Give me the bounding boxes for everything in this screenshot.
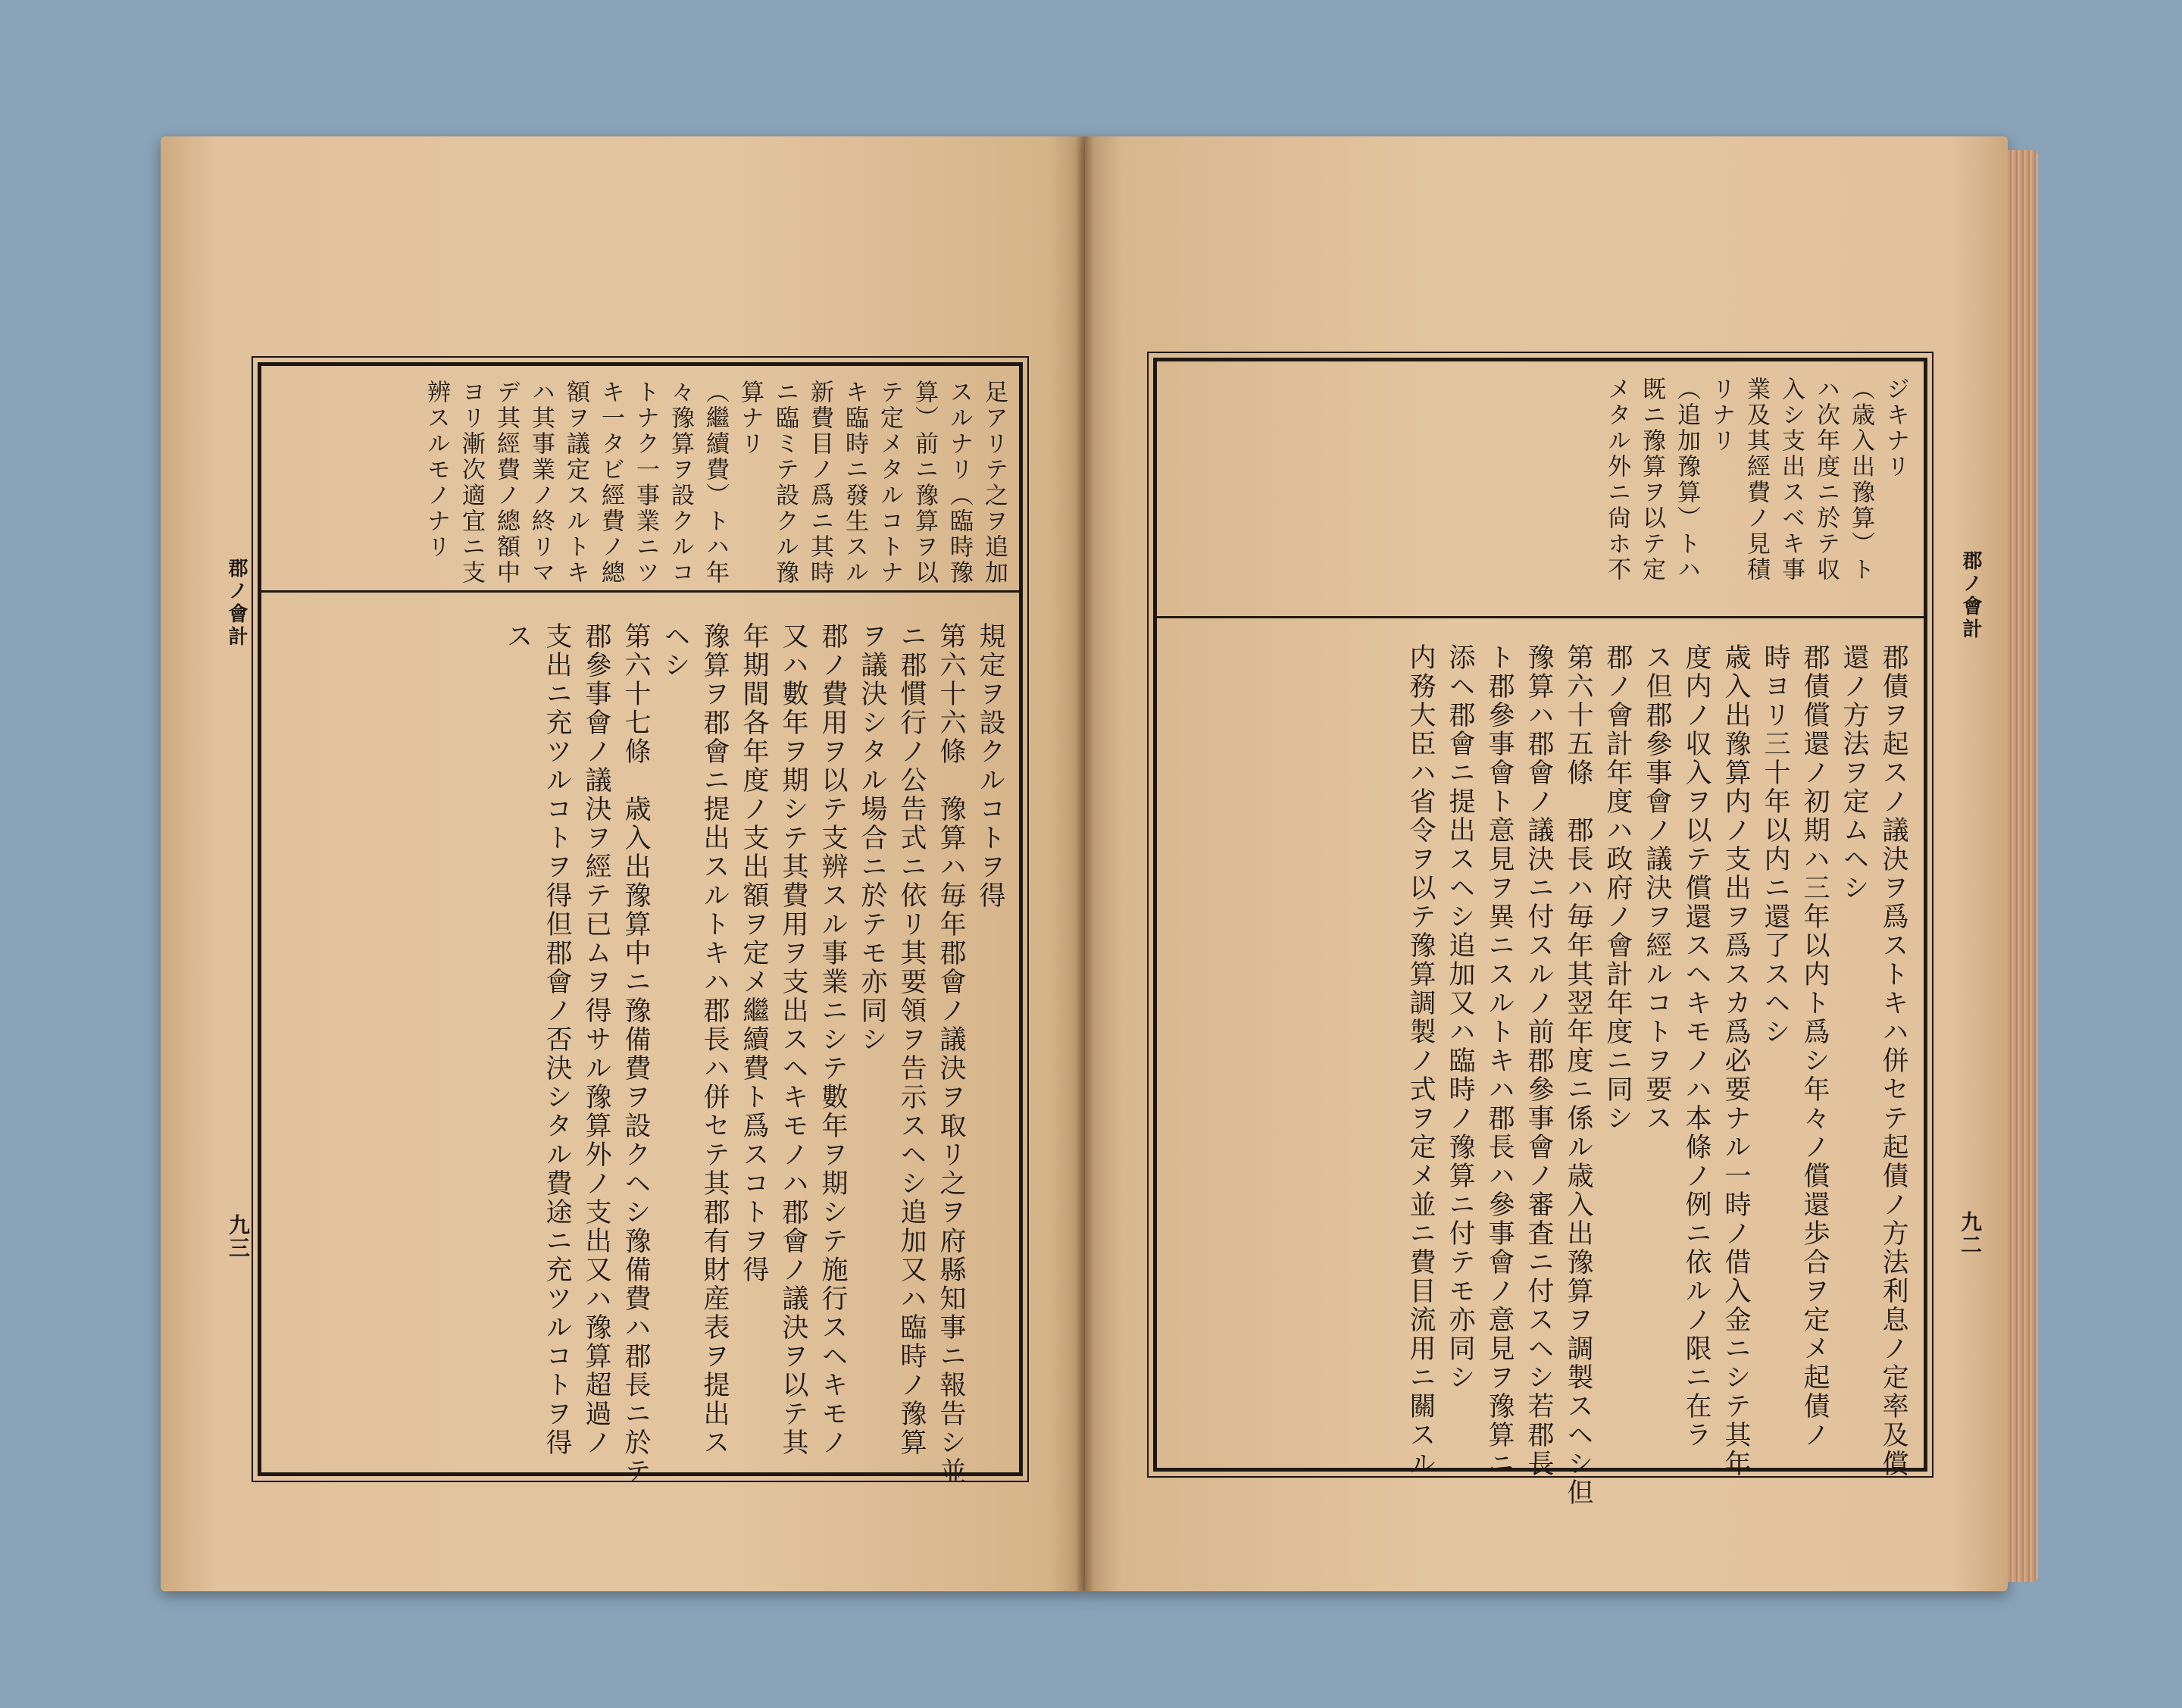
statute-text-block [498, 622, 1010, 1486]
text-column: トナク一事業ニツ [632, 380, 659, 586]
text-column: 第六十五條 郡長ハ毎年其翌年度ニ係ル歳入出豫算ヲ調製スヘシ但 [1563, 643, 1593, 1507]
text-column: スルナリ（臨時豫 [946, 380, 973, 586]
text-column: （歳入出豫算）ト [1847, 377, 1874, 583]
text-column: 豫算ハ郡會ノ議決ニ付スルノ前郡參事會ノ審査ニ付スヘシ若郡長 [1524, 643, 1554, 1478]
text-column: ス但郡參事會ノ議決ヲ經ルコトヲ要ス [1642, 643, 1672, 1133]
right-page [1085, 136, 2008, 1591]
text-column: 既ニ豫算ヲ以テ定 [1638, 377, 1665, 583]
text-column: 第六十七條 歳入出豫算中ニ豫備費ヲ設クヘシ豫備費ハ郡長ニ於テ [621, 622, 651, 1486]
commentary-block [1599, 377, 1913, 604]
text-column: 歳入出豫算内ノ支出ヲ爲スカ爲必要ナル一時ノ借入金ニシテ其年 [1721, 643, 1751, 1478]
text-column: 業及其經費ノ見積 [1743, 377, 1770, 583]
text-column: 郡債償還ノ初期ハ三年以内ト爲シ年々ノ償還歩合ヲ定メ起債ノ [1799, 643, 1830, 1450]
text-column: テ定メタルコトナ [876, 380, 903, 586]
frame-divider [261, 590, 1019, 593]
text-column: 内務大臣ハ省令ヲ以テ豫算調製ノ式ヲ定メ並ニ費目流用ニ關スル [1405, 643, 1436, 1478]
text-column: ハ次年度ニ於テ収 [1812, 377, 1840, 583]
open-book [152, 136, 2038, 1599]
text-column: ス [502, 622, 533, 651]
text-column: ニ郡慣行ノ公告式ニ依リ其要領ヲ告示スヘシ追加又ハ臨時ノ豫算 [896, 622, 927, 1457]
text-column: ニ臨ミテ設クル豫 [771, 380, 799, 586]
text-column: 郡債ヲ起スノ議決ヲ爲ストキハ併セテ起債ノ方法利息ノ定率及償 [1878, 643, 1908, 1478]
text-column: 入シ支出スベキ事 [1777, 377, 1805, 583]
text-column: 還ノ方法ヲ定ムヘシ [1839, 643, 1869, 902]
text-column: キ臨時ニ發生スル [841, 380, 868, 586]
text-column: 豫算ヲ郡會ニ提出スルトキハ郡長ハ併セテ其郡有財産表ヲ提出ス [699, 622, 730, 1457]
text-column: 新費目ノ爲ニ其時 [806, 380, 833, 586]
text-column: 額ヲ議定スルトキ [562, 380, 589, 586]
text-column: メタル外ニ尙ホ不 [1603, 377, 1630, 583]
text-column: ヲ議決シタル場合ニ於テモ亦同シ [857, 622, 887, 1054]
text-column: 算ナリ [736, 380, 764, 457]
page-number: 九二 [1958, 1211, 1983, 1256]
running-head: 郡ノ會計 [1959, 550, 1982, 641]
text-column: 郡參事會ノ議決ヲ經テ已ムヲ得サル豫算外ノ支出又ハ豫算超過ノ [581, 622, 611, 1457]
frame-divider [1157, 616, 1924, 618]
text-column: リナリ [1708, 377, 1735, 454]
text-column: キ一タビ經費ノ總 [597, 380, 624, 586]
text-column: 郡ノ會計年度ハ政府ノ會計年度ニ同シ [1602, 643, 1633, 1133]
text-column: 度内ノ収入ヲ以テ償還スヘキモノハ本條ノ例ニ依ルノ限ニ在ラ [1681, 643, 1712, 1450]
text-frame [1153, 358, 1927, 1507]
text-column: 添ヘ郡會ニ提出スヘシ追加又ハ臨時ノ豫算ニ付テモ亦同シ [1445, 643, 1475, 1392]
commentary-block [419, 380, 1011, 584]
text-column: 第六十六條 豫算ハ毎年郡會ノ議決ヲ取リ之ヲ府縣知事ニ報告シ並 [936, 622, 966, 1486]
text-column: 足アリテ之ヲ追加 [980, 380, 1008, 586]
text-column: （繼續費）トハ年 [702, 380, 729, 586]
text-column: 規定ヲ設クルコトヲ得 [975, 622, 1005, 910]
text-column: ジキナリ [1882, 377, 1909, 480]
text-column: 時ヨリ三十年以内ニ還了スヘシ [1760, 643, 1790, 1046]
running-head: 郡ノ會計 [225, 558, 248, 649]
text-column: 算）前ニ豫算ヲ以 [911, 380, 938, 586]
left-page [161, 136, 1085, 1591]
statute-text-block [1401, 643, 1913, 1507]
text-column: 年期間各年度ノ支出額ヲ定メ繼續費ト爲スコトヲ得 [739, 622, 769, 1284]
text-frame [258, 362, 1023, 1486]
book-spine [1076, 136, 1094, 1591]
text-column: 又ハ數年ヲ期シテ其費用ヲ支出スヘキモノハ郡會ノ議決ヲ以テ其 [778, 622, 808, 1457]
text-column: 辨スルモノナリ [423, 380, 450, 560]
text-column: デ其經費ノ總額中 [492, 380, 520, 586]
page-edges [2008, 150, 2038, 1582]
text-column: 支出ニ充ツルコトヲ得但郡會ノ否決シタル費途ニ充ツルコトヲ得 [542, 622, 572, 1457]
text-column: （追加豫算）トハ [1673, 377, 1700, 583]
text-column: 郡ノ費用ヲ以テ支辨スル事業ニシテ數年ヲ期シテ施行スヘキモノ [817, 622, 848, 1457]
text-column: ト郡參事會ト意見ヲ異ニスルトキハ郡長ハ參事會ノ意見ヲ豫算ニ [1484, 643, 1515, 1478]
text-column: 々豫算ヲ設クルコ [667, 380, 694, 586]
text-column: ヘシ [660, 622, 690, 680]
text-column: ヨリ漸次適宜ニ支 [458, 380, 485, 586]
text-column: ハ其事業ノ終リマ [527, 380, 555, 586]
page-number: 九三 [226, 1214, 251, 1259]
